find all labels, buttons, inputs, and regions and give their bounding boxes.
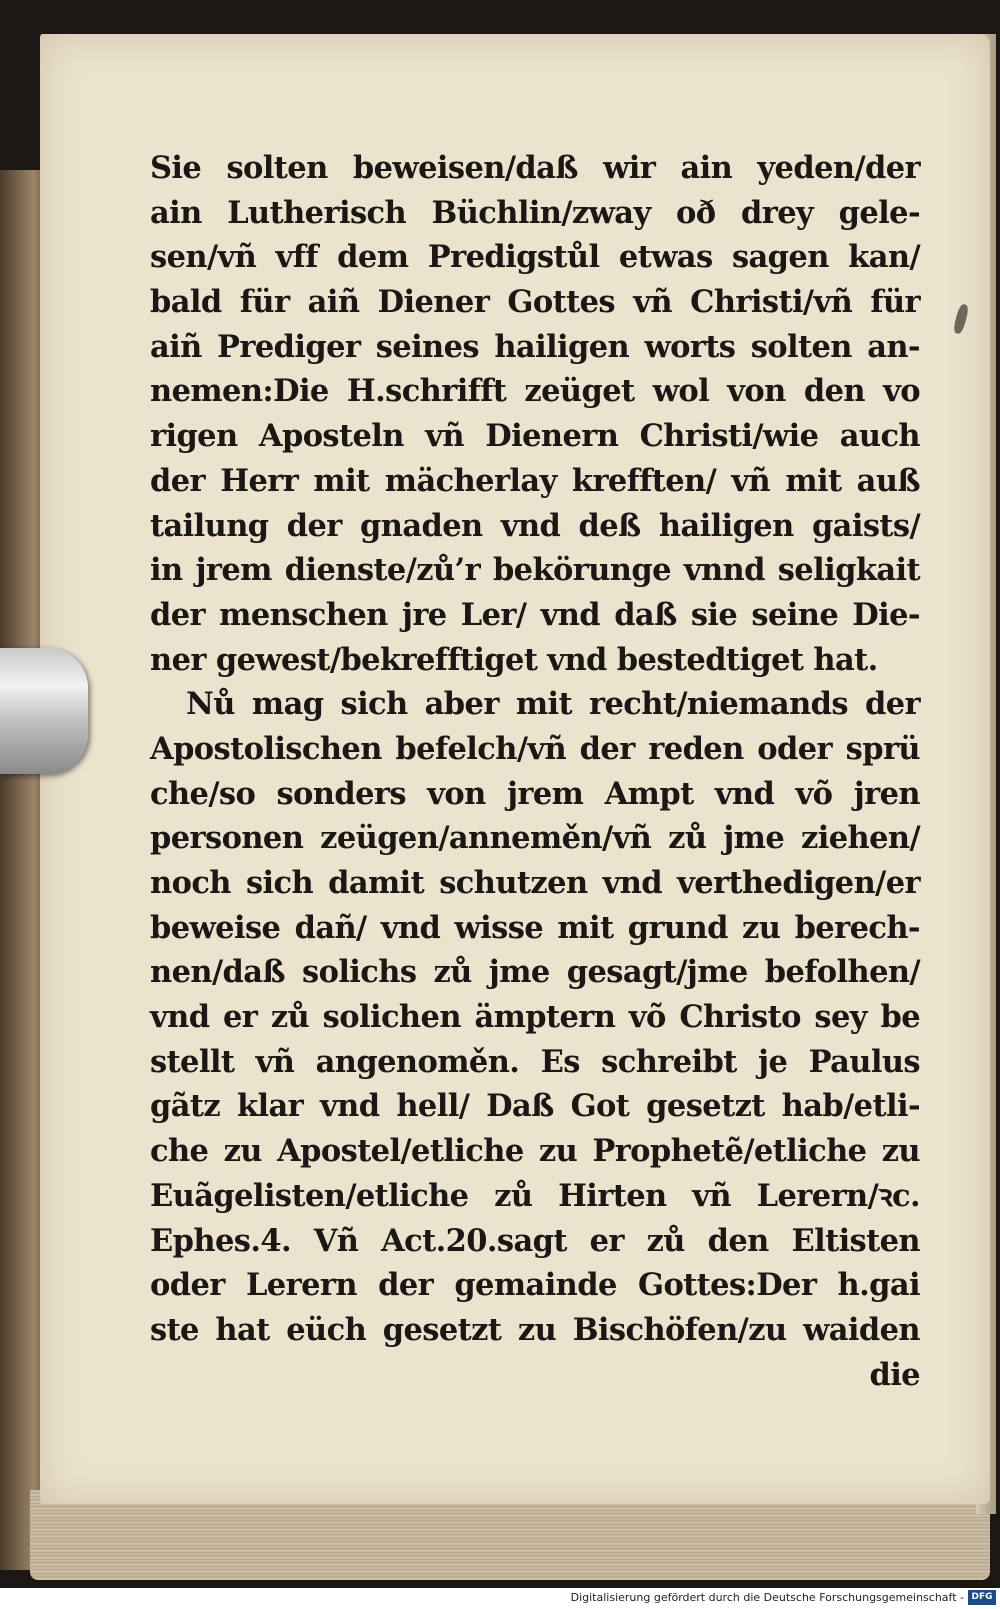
text-line: noch sich damit schutzen vnd verthedigen/er [150, 865, 920, 901]
text-line: sen/vñ vff dem Predigstůl etwas sagen kan/ [150, 239, 920, 276]
dfg-logo: DFG [968, 1590, 996, 1605]
text-line: der menschen jre Ler/ vnd daß sie seine Die- [150, 596, 920, 633]
text-line: ain Lutherisch Büchlin/zway oð drey gele- [150, 194, 920, 231]
text-line: nen/daß solichs zů jme gesagt/jme befolhen/ [150, 954, 920, 991]
text-line: nemen:Die H.schrifft zeüget wol von den vo [150, 373, 920, 410]
text-line: der Herr mit mächerlay krefften/ vñ mit auß [150, 462, 920, 499]
text-line: oder Lerern der gemainde Gottes:Der h.gai [150, 1267, 920, 1304]
footer-bar [0, 1588, 1000, 1609]
funding-credit: Digitalisierung gefördert durch die Deutsche Forschungsgemeinschaft - [570, 1591, 964, 1604]
text-line: stellt vñ angenoměn. Es schreibt je Paulus [150, 1043, 920, 1080]
text-line: Euãgelisten/etliche zů Hirten vñ Lerern/ꝛc. [150, 1177, 920, 1214]
text-line: vnd er zů solichen ämptern võ Christo sey be [150, 999, 920, 1036]
text-line: Sie solten beweisen/daß wir ain yeden/der [150, 150, 920, 186]
metal-clip [0, 648, 88, 774]
book-page [40, 34, 990, 1504]
text-line: che/so sonders von jrem Ampt vnd võ jren [150, 775, 920, 812]
text-line: tailung der gnaden vnd deß hailigen gaists/ [150, 507, 920, 544]
text-line: Ephes.4. Vñ Act.20.sagt er zů den Eltisten [150, 1222, 920, 1259]
text-line: bald für aiñ Diener Gottes vñ Christi/vñ für [150, 284, 920, 321]
text-line: personen zeügen/anneměn/vñ zů jme ziehen/ [150, 820, 920, 857]
text-line: Nů mag sich aber mit recht/niemands der [186, 686, 920, 723]
page-text [150, 146, 920, 1397]
text-line: in jrem dienste/zů’r bekörunge vnnd seligkait [150, 552, 920, 589]
ink-stain [952, 303, 969, 335]
text-line: rigen Aposteln vñ Dienern Christi/wie auch [150, 418, 920, 455]
text-line: gãtz klar vnd hell/ Daß Got gesetzt hab/etli- [150, 1088, 920, 1125]
text-line: ner gewest/bekrefftiget vnd bestedtiget hat. [150, 641, 878, 678]
text-line: Apostolischen befelch/vñ der reden oder sprü [150, 730, 920, 767]
text-line: aiñ Prediger seines hailigen worts solten an- [150, 328, 920, 365]
text-line: che zu Apostel/etliche zu Prophetẽ/etliche zu [150, 1133, 920, 1170]
catchword: die [869, 1356, 920, 1393]
text-line: beweise dañ/ vnd wisse mit grund zu berech- [150, 909, 920, 946]
text-line: ste hat eüch gesetzt zu Bischöfen/zu waiden [150, 1311, 920, 1348]
